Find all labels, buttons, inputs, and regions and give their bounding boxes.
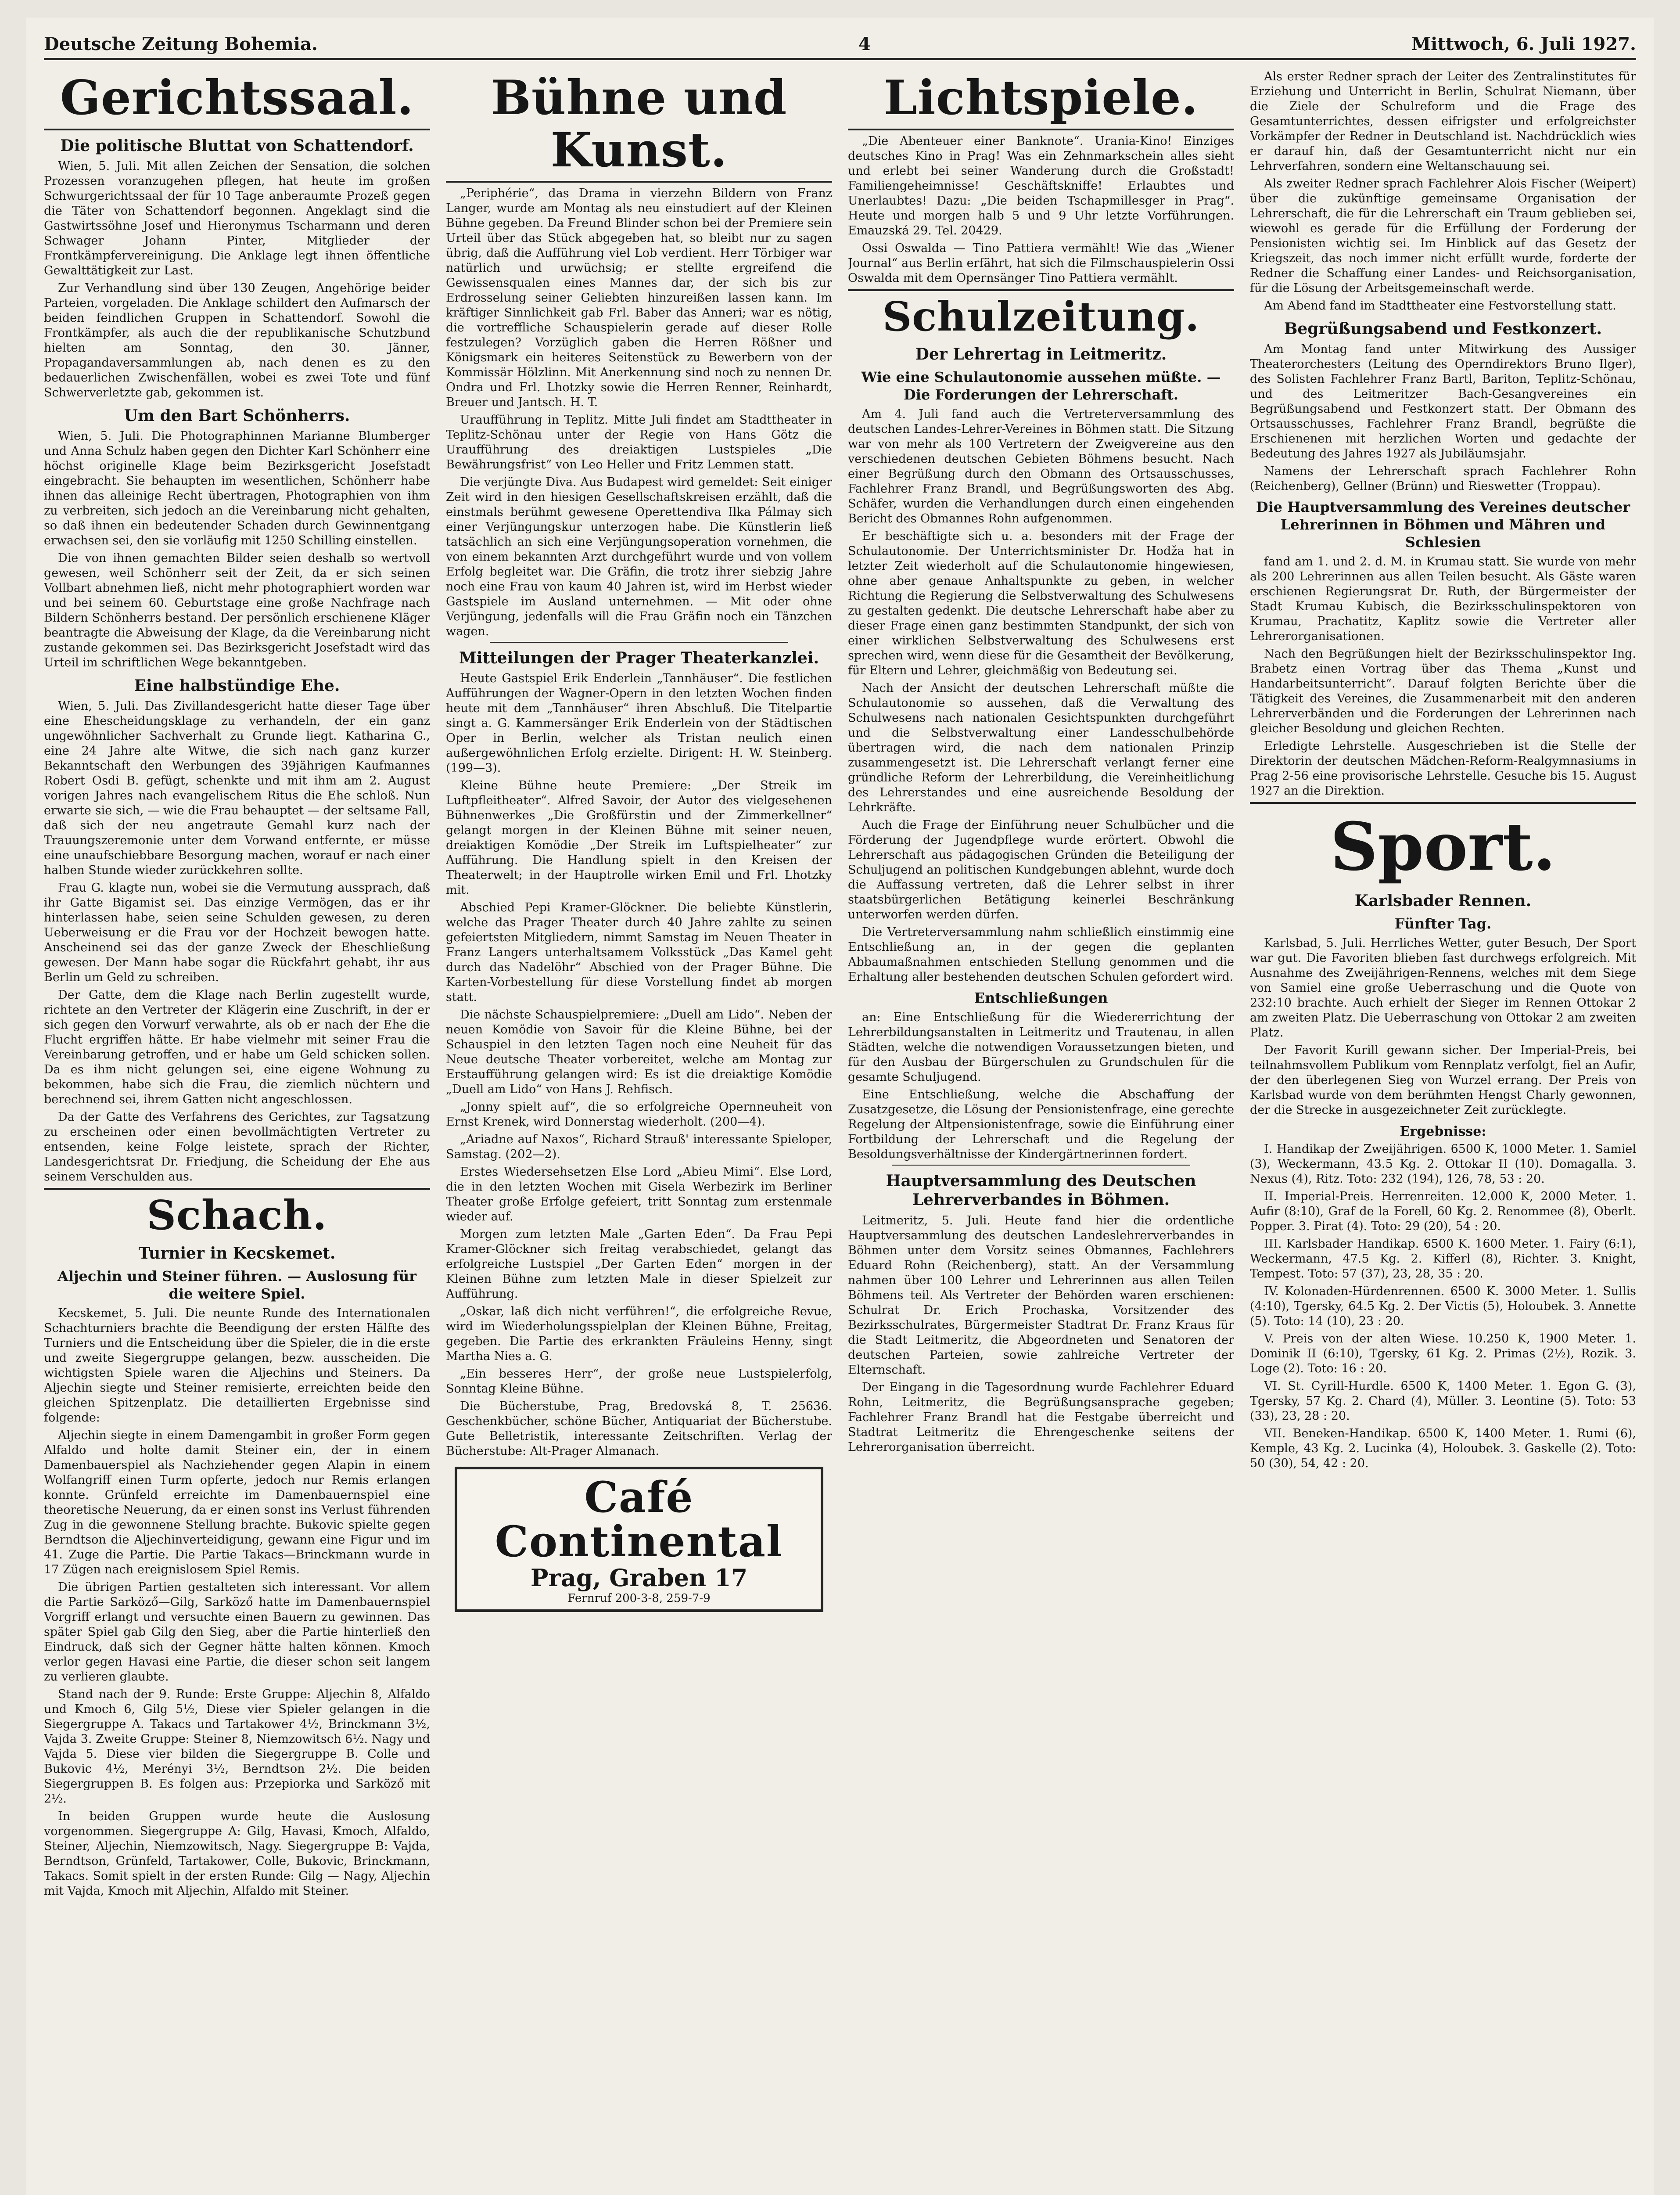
article-paragraph: Die Bücherstube, Prag, Bredovská 8, T. 25636. Geschenkbücher, schöne Bücher, Antiquariat der Bücherstube. Gute Belletristik, interessante Zeitschriften. Verlag der Bücherstube: Alt-Prager Almanach. (446, 1399, 832, 1458)
divider (1250, 802, 1636, 804)
meeting-title: Hauptversammlung des Deutschen Lehrerverbandes in Böhmen. (886, 1172, 1196, 1209)
article-paragraph: Ossi Oswalda — Tino Pattiera vermählt! Wie das „Wiener Journal“ aus Berlin erfährt, hat sich die Filmschauspielerin Ossi Oswalda mit dem Opernsänger Tino Pattiera vermählt. (848, 241, 1234, 285)
column-4 (1250, 69, 1636, 2195)
school-subtitle: Wie eine Schulautonomie aussehen müßte. — Die Forderungen der Lehrerschaft. (861, 369, 1221, 403)
article-paragraph: „Oskar, laß dich nicht verführen!“, die erfolgreiche Revue, wird im Wiederholungsspielplan der Kleinen Bühne, Freitag, gegeben. Die Partie des erkrankten Fräuleins Henny, singt Martha Nies a. G. (446, 1304, 832, 1363)
cafe-continental-ad (455, 1467, 823, 1612)
article-title: Die politische Bluttat von Schattendorf. (60, 136, 414, 155)
article-paragraph: „Periphérie“, das Drama in vierzehn Bildern von Franz Langer, wurde am Montag als neu einstudiert auf der Kleinen Bühne gegeben. Da Freund Blinder schon bei der Premiere sein Urteil über das Stück abgegeben hat, so bleibt nur zu sagen übrig, daß die Aufführung viel Lob verdient. Herr Törbiger war natürlich und urwüchsig; er stellte ergreifend die Gewissensqualen eines Mannes dar, der sich bis zur Erdrosselung seiner Geliebten hinzureißen lassen kann. Im kräftiger Sinnlichkeit gab Frl. Baber das Anneri; war es nötig, die vortreffliche Schauspielerin gerade auf dieser Rolle festzulegen? Vorzüglich gaben die Herren Rößner und Königsmark ein heiteres Seitenstück zu Bewerbern von der Kommissär Hölzlinn. Mit Anerkennung sind noch zu nennen Dr. Ondra und Frl. Lhotzky sowie die Herren Renner, Reinhardt, Breuer und Jantsch. H. T. (446, 186, 832, 409)
article-paragraph: Als zweiter Redner sprach Fachlehrer Alois Fischer (Weipert) über die zukünftige gemeinsame Organisation der Lehrerschaft, die für die Lehrerschaft ein Traum geblieben sei, wiewohl es gerade für die Erfüllung der Forderung der Pensionisten wichtig sei. Im Hinblick auf das Gesetz der Kriegszeit, das noch immer nicht erfüllt wurde, forderte der Redner die Schaffung einer Landes- und Reichsorganisation, für die Lösung der Arbeitsgemeinschaft werde. (1250, 177, 1636, 295)
divider (848, 289, 1234, 291)
divider (848, 129, 1234, 130)
article-paragraph: Frau G. klagte nun, wobei sie die Vermutung aussprach, daß ihr Gatte Bigamist sei. Das einzige Vermögen, das er ihr hinterlassen habe, seien seine Schulden gewesen, zu deren Ueberweisung er die Frau vor der Hochzeit bewogen hatte. Anscheinend sei das der ganze Zweck der Eheschließung gewesen. Der Mann habe sogar die Rückfahrt gehabt, ihr aus Berlin um Geld zu schreiben. (44, 881, 430, 985)
article-paragraph: Namens der Lehrerschaft sprach Fachlehrer Rohn (Reichenberg), Gellner (Brünn) und Rieswetter (Troppau). (1250, 464, 1636, 493)
article-paragraph: Erledigte Lehrstelle. Ausgeschrieben ist die Stelle der Direktorin der deutschen Mädchen-Reform-Realgymnasiums in Prag 2-56 eine provisorische Lehrstelle. Gesuche bis 15. August 1927 an die Direktion. (1250, 739, 1636, 798)
race-result: VI. St. Cyrill-Hurdle. 6500 K, 1400 Meter. 1. Egon G. (3), Tgersky, 57 Kg. 2. Chard (4), Müller. 3. Leontine (5). Toto: 53 (33), 23, 28 : 20. (1250, 1379, 1636, 1423)
race-result: III. Karlsbader Handikap. 6500 K. 1600 Meter. 1. Fairy (6:1), Weckermann, 47.5 Kg. 2. Kifferl (8), Richter. 3. Knight, Tempest. Toto: 57 (37), 23, 28, 35 : 20. (1250, 1237, 1636, 1281)
chess-subtitle: Aljechin und Steiner führen. — Auslosung für die weitere Spiel. (57, 1267, 417, 1302)
article-paragraph: Der Favorit Kurill gewann sicher. Der Imperial-Preis, bei teilnahmsvollem Publikum vom Rennplatz verfolgt, fiel an Aufir, der den überlegenen Sieg von Wurzel errang. Der Preis von Karlsbad wurde von dem berühmten Hengst Charly gewonnen, der die Strecke in ausgezeichneter Zeit zurücklegte. (1250, 1044, 1636, 1117)
race-result: I. Handikap der Zweijährigen. 6500 K, 1000 Meter. 1. Samiel (3), Weckermann, 43.5 Kg. 2. Ottokar II (10). Domagalla. 3. Nexus (4), Ritz. Toto: 232 (194), 126, 78, 53 : 20. (1250, 1142, 1636, 1186)
article-paragraph: Die von ihnen gemachten Bilder seien deshalb so wertvoll gewesen, weil Schönherr seit der Zeit, da er sich seinen Vollbart abnehmen ließ, nicht mehr photographiert worden war und bei seinem 60. Geburtstage eine große Nachfrage nach Bildern Schönherrs bestand. Der persönlich erschienene Kläger beantragte die Abweisung der Klage, da die Vereinbarung nicht zustande gekommen sei. Das Bezirksgericht Josefstadt wird das Urteil im schriftlichen Wege bekanntgeben. (44, 551, 430, 670)
page-number: 4 (858, 34, 871, 54)
article-title: Um den Bart Schönherrs. (124, 406, 350, 425)
subsection-title: Mitteilungen der Prager Theaterkanzlei. (459, 648, 819, 667)
assembly-title: Die Hauptversammlung des Vereines deutscher Lehrerinnen in Böhmen und Mähren und Schlesien (1256, 499, 1630, 551)
race-result: V. Preis von der alten Wiese. 10.250 K, 1900 Meter. 1. Dominik II (6:10), Tgersky, 61 Kg. 2. Primas (2½), Rozik. 3. Loge (2). Toto: 16 : 20. (1250, 1332, 1636, 1376)
section-schach: Schach. (147, 1191, 327, 1239)
article-paragraph: Stand nach der 9. Runde: Erste Gruppe: Aljechin 8, Alfaldo und Kmoch 6, Gilg 5½, Diese vier Spieler gelangen in die Siegergruppe A. Takacs und Tartakower 4½, Brinckmann 3½, Vajda 3. Zweite Gruppe: Steiner 8, Niemzowitsch 6½. Nagy und Vajda 5. Diese vier bilden die Siegergruppe B. Colle und Bukovic 4½, Merényi 3½, Berndtson 2½. Die beiden Siegergruppen B. Es folgen aus: Przepiorka und Sarköző mit 2½. (44, 1687, 430, 1806)
school-title: Der Lehrertag in Leitmeritz. (915, 345, 1167, 363)
article-paragraph: Der Gatte, dem die Klage nach Berlin zugestellt wurde, richtete an den Vertreter der Klägerin eine Zuschrift, in der er sich gegen den Vorwurf verwahrte, als ob er nach der Ehe die Flucht ergriffen hätte. Er habe vielmehr mit seiner Frau die Vereinbarung getroffen, und er habe um Geld schicken sollen. Da es ihm nicht gelungen sei, eine eigene Wohnung zu bekommen, habe sich die Frau, die ziemlich nüchtern und berechnend sei, ihrem Gatten nicht angeschlossen. (44, 988, 430, 1107)
article-paragraph: In beiden Gruppen wurde heute die Auslosung vorgenommen. Siegergruppe A: Gilg, Havasi, Kmoch, Alfaldo, Steiner, Aljechin, Niemzowitsch, Nagy. Siegergruppe B: Vajda, Berndtson, Grünfeld, Tartakower, Colle, Bukovic, Brinckmann, Takacs. Somit spielt in der ersten Runde: Gilg — Nagy, Aljechin mit Vajda, Kmoch mit Aljechin, Alfaldo mit Steiner. (44, 1809, 430, 1898)
article-paragraph: Am 4. Juli fand auch die Vertreterversammlung des deutschen Landes-Lehrer-Vereines in Böhmen statt. Die Sitzung war von mehr als 100 Vertretern der Zweigvereine aus den verschiedenen deutschen Gebieten Böhmens besucht. Nach einer Begrüßung durch den Obmann des Ortsausschusses, Fachlehrer Franz Brandl, und Begrüßungsworten des Abg. Schäfer, wurden die Verhandlungen durch einen eingehenden Bericht des Obmannes Rohn aufgenommen. (848, 407, 1234, 526)
results-heading: Ergebnisse: (1400, 1124, 1486, 1140)
article-paragraph: Uraufführung in Teplitz. Mitte Juli findet am Stadttheater in Teplitz-Schönau unter der Regie von Hans Götz die Uraufführung des dreiaktigen Lustspieles „Die Bewährungsfrist“ von Leo Heller und Fritz Lemmen statt. (446, 413, 832, 471)
section-sport: Sport. (1330, 808, 1556, 886)
section-lichtspiele: Lichtspiele. (883, 70, 1199, 126)
resolution-heading: Entschließungen (974, 990, 1108, 1007)
column-2 (446, 69, 832, 2195)
article-paragraph: an: Eine Entschließung für die Wiedererrichtung der Lehrerbildungsanstalten in Leitmeritz und Trautenau, in allen Städten, welche die notwendigen Voraussetzungen bieten, und für den Ausbau der Bürgerschulen zu Grundschulen für die gesamte Schuljugend. (848, 1011, 1234, 1084)
article-paragraph: Kleine Bühne heute Premiere: „Der Streik im Luftpfleitheater“. Alfred Savoir, der Autor des vielgesehenen Bühnenwerkes „Die Großfürstin und der Zimmerkellner“ gelangt morgen in der Kleinen Bühne mit seiner neuen, dreiaktigen Komödie „Der Streik im Luftspielheater“ zur Aufführung. Die Handlung spielt in den Kreisen der Theaterwelt; in der Hauptrolle wirken Emil und Frl. Lhotzky mit. (446, 778, 832, 897)
newspaper-page (26, 18, 1654, 2195)
article-paragraph: Auch die Frage der Einführung neuer Schulbücher und die Förderung der Jugendpflege wurde erörtert. Obwohl die Lehrerschaft aus pädagogischen Gründen die Beteiligung der Schuljugend an politischen Kundgebungen ablehnt, wurde doch die Auffassung vertreten, daß die Lehrer selbst in ihrer staatsbürgerlichen Betätigung keinerlei Beschränkung unterworfen werden dürfen. (848, 818, 1234, 922)
race-result: II. Imperial-Preis. Herrenreiten. 12.000 K, 2000 Meter. 1. Aufir (8:10), Graf de la Forell, 60 Kg. 2. Renommee (8), Oberlt. Popper. 3. Pirat (4). Toto: 29 (20), 54 : 20. (1250, 1190, 1636, 1234)
article-paragraph: Erstes Wiedersehsetzen Else Lord „Abieu Mimi“. Else Lord, die in den letzten Wochen mit Gisela Werbezirk im Berliner Theater große Erfolge gefeiert, tritt Sonntag zum erstenmale wieder auf. (446, 1165, 832, 1223)
article-paragraph: Heute Gastspiel Erik Enderlein „Tannhäuser“. Die festlichen Aufführungen der Wagner-Opern in den letzten Wochen finden heute mit dem „Tannhäuser“ ihren Abschluß. Die Titelpartie singt a. G. Kammersänger Erik Enderlein von der Städtischen Oper in Berlin, welcher als Tristan neulich einen außergewöhnlichen Erfolg erzielte. Dirigent: H. W. Steinberg. (199—3). (446, 671, 832, 775)
article-paragraph: „Jonny spielt auf“, die so erfolgreiche Opernneuheit von Ernst Krenek, wird Donnerstag wiederholt. (200—4). (446, 1100, 832, 1129)
article-paragraph: „Die Abenteuer einer Banknote“. Urania-Kino! Einziges deutsches Kino in Prag! Was ein Zehnmarkschein alles sieht und erlebt bei seiner Wanderung durch die Großstadt! Familiengeheimnisse! Geschäftskniffe! Erlaubtes und Unerlaubtes! Dazu: „Die beiden Tschapmillesger in Prag“. Heute und morgen halb 5 und 9 Uhr letzte Vorführungen. Emauzská 29. Tel. 20429. (848, 134, 1234, 237)
article-paragraph: Zur Verhandlung sind über 130 Zeugen, Angehörige beider Parteien, vorgeladen. Die Anklage schildert den Aufmarsch der beiden feindlichen Gruppen in Schattendorf. Sowohl die Frontkämpfer, als auch die der republikanische Schutzbund hielten am Sonntag, den 30. Jänner, Propagandaversammlungen ab, nach denen es zu den bedauerlichen Zwischenfällen, wobei es zwei Tote und fünf Schwerverletzte gab, gekommen ist. (44, 281, 430, 399)
article-paragraph: Nach der Ansicht der deutschen Lehrerschaft müßte die Schulautonomie so aussehen, daß die Verwaltung des Schulwesens nach nationalen Gesichtspunkten durchgeführt und die Selbstverwaltung einer Landesschulbehörde übertragen wird, die nach dem nationalen Prinzip zusammengesetzt ist. Die Lehrerschaft verlangt ferner eine gründliche Reform der Lehrerbildung, die Vereinheitlichung des Lehrerstandes und eine ausreichende Besoldung der Lehrkräfte. (848, 681, 1234, 815)
article-paragraph: Aljechin siegte in einem Damengambit in großer Form gegen Alfaldo und holte damit Steiner ein, der in einem Damenbauerspiel als Nachziehender gegen Alapin in einem Wolfangriff einen Turm opferte, jedoch nur Remis erlangen konnte. Grünfeld erreichte im Damenbauernspiel eine theoretische Neuerung, da er einen sonst ins Verlust führenden Zug in die gewonnene Stellung brachte. Bukovic spielte gegen Berndtson die Aljechinverteidigung, gewann eine Figur und im 41. Zuge die Partie. Die Partie Takacs—Brinckmann wurde in 17 Zügen nach ereignislosem Spiel Remis. (44, 1428, 430, 1576)
race-result: VII. Beneken-Handikap. 6500 K, 1400 Meter. 1. Rumi (6), Kemple, 43 Kg. 2. Lucinka (4), Holoubek. 3. Gaskelle (2). Toto: 50 (30), 54, 42 : 20. (1250, 1427, 1636, 1471)
article-paragraph: Die übrigen Partien gestalteten sich interessant. Vor allem die Partie Sarköző—Gilg, Sarköző hatte im Damenbauernspiel Vorgriff erlangt und versuchte einen Bauern zu gewinnen. Das später Spiel gab Gilg den Sieg, aber die Partie hinterließ den Eindruck, daß sich der Gegner hätte halten können. Kmoch verlor gegen Havasi eine Partie, die dieser schon seit langem zu verlieren glaubte. (44, 1580, 430, 1684)
columns (44, 69, 1636, 2195)
article-paragraph: Wien, 5. Juli. Das Zivillandesgericht hatte dieser Tage über eine Ehescheidungsklage zu verhandeln, der ein ganz ungewöhnlicher Sachverhalt zu Grunde liegt. Katharina G., eine 24 Jahre alte Witwe, die sich nach ganz kurzer Bekanntschaft den Werbungen des 39jährigen Kaufmannes Robert Osdi B. gefügt, schenkte und mit ihm am 2. August vorigen Jahres nach evangelischem Ritus die Ehe schloß. Nun erwarte sie sich, — wie die Frau behauptet — der seltsame Fall, daß sich der neu angetraute Gemahl kurz nach der Trauungszeremonie unter dem Vorwand entfernte, er müsse eine unaufschiebbare Besorgung machen, worauf er nach einer halben Stunde wieder zurückkehren sollte. (44, 699, 430, 878)
article-paragraph: „Ein besseres Herr“, der große neue Lustspielerfolg, Sonntag Kleine Bühne. (446, 1367, 832, 1396)
article-paragraph: Die nächste Schauspielpremiere: „Duell am Lido“. Neben der neuen Komödie von Savoir für die Kleine Bühne, bei der Schauspiel in den letzten Tagen noch eine Neuheit für das Neue deutsche Theater vorbereitet, welche am Montag zur Erstaufführung gelangen wird: Es ist die dreiaktige Komödie „Duell am Lido“ von Hans J. Rehfisch. (446, 1008, 832, 1096)
article-paragraph: fand am 1. und 2. d. M. in Krumau statt. Sie wurde von mehr als 200 Lehrerinnen aus allen Teilen besucht. Als Gäste waren erschienen Regierungsrat Dr. Ruth, der Bürgermeister der Stadt Krumau Kubisch, die Bezirksschulinspektoren von Krumau, Prachatitz, Kaplitz sowie die Vertreter aller Lehrerorganisationen. (1250, 555, 1636, 644)
issue-date: Mittwoch, 6. Juli 1927. (1411, 34, 1636, 54)
masthead-title: Deutsche Zeitung Bohemia. (44, 34, 318, 54)
ad-phone: Fernruf 200-3-8, 259-7-9 (567, 1592, 711, 1605)
divider (892, 1165, 1190, 1166)
article-paragraph: Er beschäftigte sich u. a. besonders mit der Frage der Schulautonomie. Der Unterrichtsminister Dr. Hodža hat in letzter Zeit wiederholt auf die Schulautonomie hingewiesen, ohne aber genaue Anhaltspunkte zu geben, in welcher Richtung die Regierung die Selbstverwaltung des Schulwesens zu gestalten gedenkt. Die deutsche Lehrerschaft habe aber zu dieser Frage einen ganz bestimmten Standpunkt, der sich von einer wirklichen Selbstverwaltung des Schulwesens erst sprechen wird, wenn diese für die Gesamtheit der Bevölkerung, für Eltern und Lehrer, gleichmäßig von Bedeutung sei. (848, 529, 1234, 678)
article-paragraph: Die verjüngte Diva. Aus Budapest wird gemeldet: Seit einiger Zeit wird in den hiesigen Gesellschaftskreisen erzählt, daß die einstmals berühmt gewesene Operettendiva Ilka Pálmay sich einer Verjüngungskur unterzogen habe. Die Künstlerin ließ tatsächlich an sich eine Verjüngungsoperation vornehmen, die von einem bekannten Arzt durchgeführt wurde und von vollem Erfolg begleitet war. Die Gräfin, die trotz ihrer siebzig Jahre noch eine Frau von kaum 40 Jahren ist, wird im Herbst wieder Gastspiele im Ausland unternehmen. — Mit oder ohne Verjüngung, jedenfalls will die Frau Gräfin noch ein Tänzchen wagen. (446, 475, 832, 638)
divider (44, 1188, 430, 1190)
article-paragraph: Der Eingang in die Tagesordnung wurde Fachlehrer Eduard Rohn, Leitmeritz, die Begrüßungsansprache gegeben; Fachlehrer Franz Brandl hat die Festgabe überreicht und Stadtrat Leitmeritz die Ehrengeschenke seitens der Lehrerorganisation überreicht. (848, 1380, 1234, 1454)
divider (44, 129, 430, 130)
race-day: Fünfter Tag. (1394, 915, 1492, 932)
article-paragraph: Abschied Pepi Kramer-Glöckner. Die beliebte Künstlerin, welche das Prager Theater durch 40 Jahre zahlte zu seinen gefeiertsten Mitgliedern, nimmt Samstag im Neuen Theater in Franz Langers unterhaltsamem Volksstück „Das Kamel geht durch das Nadelöhr“ Abschied von der Prager Bühne. Die Karten-Vorbestellung für diese Vorstellung findet ab morgen statt. (446, 900, 832, 1004)
divider (490, 642, 788, 643)
article-paragraph: Eine Entschließung, welche die Abschaffung der Zusatzgesetze, die Lösung der Pensionistenfrage, eine gerechte Regelung der Altpensionistenfrage, sowie die Einführung einer Fortbildung der Lehrerschaft und die Regelung der Besoldungsverhältnisse der Kindergärtnerinnen fordert. (848, 1088, 1234, 1162)
article-paragraph: „Ariadne auf Naxos“, Richard Strauß' interessante Spieloper, Samstag. (202—2). (446, 1132, 832, 1161)
article-paragraph: Nach den Begrüßungen hielt der Bezirksschulinspektor Ing. Brabetz einen Vortrag über das Thema „Kunst und Handarbeitsunterricht“. Darauf folgten Berichte über die Tätigkeit des Vereines, die Zusammenarbeit mit den anderen Lehrerverbänden und die Forderungen der Lehrerinnen nach gleicher Besoldung und gleichen Rechten. (1250, 647, 1636, 736)
article-paragraph: Am Abend fand im Stadttheater eine Festvorstellung statt. (1264, 299, 1616, 313)
column-3 (848, 69, 1234, 2195)
article-paragraph: Morgen zum letzten Male „Garten Eden“. Da Frau Pepi Kramer-Glöckner sich freitag verabschiedet, gelangt das erfolgreiche Lustspiel „Der Garten Eden“ morgen in der Kleinen Bühne zum letzten Male in dieser Spielzeit zur Aufführung. (446, 1227, 832, 1301)
chess-title: Turnier in Kecskemet. (138, 1244, 336, 1263)
section-schulzeitung: Schulzeitung. (882, 292, 1200, 340)
article-paragraph: Karlsbad, 5. Juli. Herrliches Wetter, guter Besuch, Der Sport war gut. Die Favoriten blieben fast durchwegs erfolgreich. Mit Ausnahme des Zweijährigen-Rennens, welches mit dem Siege von Samiel eine große Ueberraschung und die Quote von 232:10 brachte. Auch erhielt der Sieger im Rennen Ottokar 2 am zweiten Platz. Die Ueberraschung von Ottokar 2 am zweiten Platz. (1250, 936, 1636, 1040)
article-paragraph: Leitmeritz, 5. Juli. Heute fand hier die ordentliche Hauptversammlung des deutschen Landeslehrerverbandes in Böhmen unter dem Vorsitz seines Obmannes, Fachlehrers Eduard Rohn (Reichenberg), statt. An der Versammlung nahmen über 100 Lehrer und Lehrerinnen aus allen Teilen Böhmens teil. Als Vertreter der Behörden waren erschienen: Schulrat Dr. Erich Prochaska, Vorsitzender des Bezirksschulrates, Bürgermeister Stadtrat Dr. Franz Kraus für die Stadt Leitmeritz, die Abgeordneten und Senatoren der deutschen Parteien, sowie zahlreiche Vertreter der Elternschaft. (848, 1213, 1234, 1377)
ad-name: Café Continental (495, 1472, 783, 1566)
article-paragraph: Die Vertreterversammlung nahm schließlich einstimmig eine Entschließung an, in der gegen die geplanten Abbaumaßnahmen entschieden Stellung genommen und die Erhaltung aller bestehenden deutschen Schulen gefordert wird. (848, 925, 1234, 984)
race-title: Karlsbader Rennen. (1354, 892, 1532, 910)
running-head (44, 26, 1636, 60)
article-paragraph: Wien, 5. Juli. Mit allen Zeichen der Sensation, die solchen Prozessen voranzugehen pflegen, hat heute im großen Schwurgerichtssaal der für 10 Tage anberaumte Prozeß gegen die Täter von Schattendorf begonnen. Angeklagt sind die Gastwirtssöhne Josef und Hieronymus Tscharmann und deren Schwager Johann Pinter, Mitglieder der Frontkämpfervereinigung. Die Anklage legt ihnen öffentliche Gewalttätigkeit zur Last. (44, 159, 430, 277)
article-paragraph: Da der Gatte des Verfahrens des Gerichtes, zur Tagsatzung zu erscheinen oder einen bevollmächtigten Vertreter zu entsenden, keine Folge leistete, sprach der Richter, Landesgerichtsrat Dr. Friedjung, die Scheidung der Ehe aus seinem Verschulden aus. (44, 1110, 430, 1184)
article-paragraph: Wien, 5. Juli. Die Photographinnen Marianne Blumberger und Anna Schulz haben gegen den Dichter Karl Schönherr eine höchst originelle Klage beim Bezirksgericht Josefstadt eingebracht. Sie behaupten im wesentlichen, Schönherr habe ihnen das alleinige Recht übertragen, Photographien von ihm zu verbreiten, sich jedoch an die Vereinbarung nicht gehalten, so daß ihnen ein bedeutender Schaden durch Gewinnentgang erwachsen sei, den sie vorläufig mit 1250 Schilling einstellen. (44, 429, 430, 548)
article-paragraph: Als erster Redner sprach der Leiter des Zentralinstitutes für Erziehung und Unterricht in Berlin, Schulrat Niemann, über die Ziele der Schulreform und die Frage des Gesamtunterrichtes, dessen eifrigster und erfolgreichster Vorkämpfer der Redner in Deutschland ist. Nachdrücklich wies er darauf hin, daß der Gesamtunterricht nicht nur ein Lehrverfahren, sondern eine Weltanschauung sei. (1250, 70, 1636, 173)
festival-title: Begrüßungsabend und Festkonzert. (1284, 320, 1602, 338)
divider (446, 181, 832, 183)
column-1 (44, 69, 430, 2195)
article-paragraph: Am Montag fand unter Mitwirkung des Aussiger Theaterorchesters (Leitung des Operndirektors Bruno Ilger), des Solisten Fachlehrer Franz Bartl, Bariton, Teplitz-Schönau, und des Leitmeritzer Bach-Gesangvereines ein Begrüßungsabend und Festkonzert statt. Der Obmann des Ortsausschusses, Fachlehrer Franz Brandl, begrüßte die Erschienenen mit herzlichen Worten und gedachte der Bedeutung des Jahres 1927 als Jubiläumsjahr. (1250, 342, 1636, 461)
section-gerichtssaal: Gerichtssaal. (60, 70, 414, 126)
race-result: IV. Kolonaden-Hürdenrennen. 6500 K. 3000 Meter. 1. Sullis (4:10), Tgersky, 64.5 Kg. 2. Der Victis (5), Holoubek. 3. Annette (5). Toto: 14 (10), 23 : 20. (1250, 1285, 1636, 1328)
section-buehne: Bühne und Kunst. (491, 70, 787, 178)
article-title: Eine halbstündige Ehe. (134, 676, 340, 695)
ad-address: Prag, Graben 17 (530, 1564, 748, 1592)
article-paragraph: Kecskemet, 5. Juli. Die neunte Runde des Internationalen Schachturniers brachte die Beendigung der ersten Hälfte des Turniers und die Entscheidung über die Spieler, die in die erste und zweite Siegergruppe gelangen, bezw. ausscheiden. Die wichtigsten Spiele waren die Aljechins und Steiners. Da Aljechin siegte und Steiner remisierte, erreichten beide den gleichen Spitzenplatz. Die detaillierten Ergebnisse sind folgende: (44, 1306, 430, 1425)
